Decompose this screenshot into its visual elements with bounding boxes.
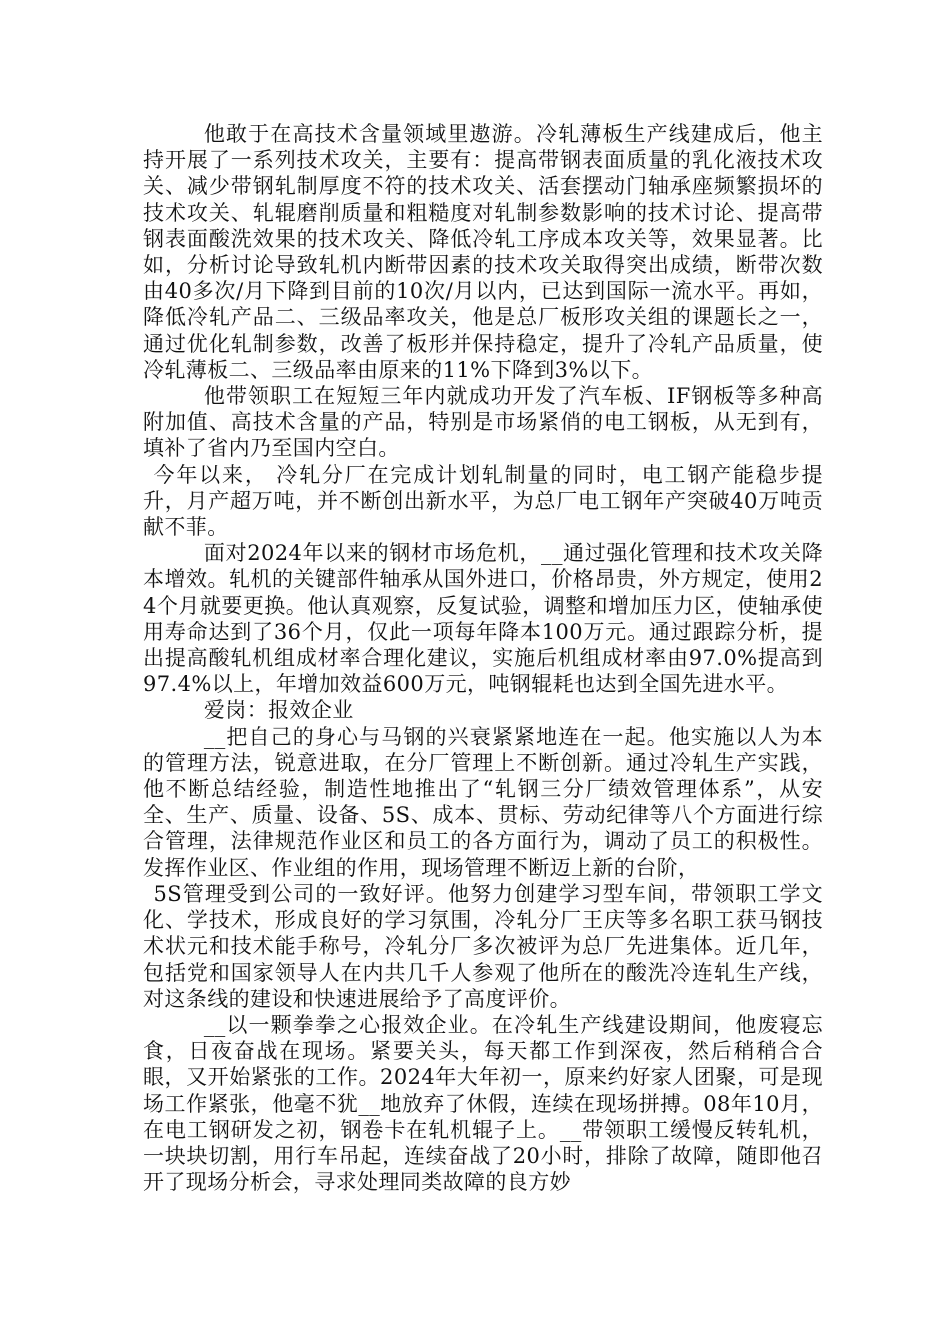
paragraph-management: __把自己的身心与马钢的兴衰紧紧地连在一起。他实施以人为本的管理方法，锐意进取，在分厂管理上不断创新。通过冷轧生产实践，他不断总结经验，制造性地推出了“轧钢三分厂绩效管理体系”，从安全、生产、质量、设备、5S、成本、贯标、劳动纪律等八个方面进行综合管理，法律规范作业区和员工的各方面行为，调动了员工的积极性。发挥作业区、作业组的作用，现场管理不断迈上新的台阶， [143,724,823,880]
paragraph-devotion: __以一颗拳拳之心报效企业。在冷轧生产线建设期间，他废寝忘食，日夜奋战在现场。紧要关头，每天都工作到深夜，然后稍稍合合眼，又开始紧张的工作。2024年大年初一，原来约好家人团聚，可是现场工作紧张，他毫不犹__地放弃了休假，连续在现场拼搏。08年10月，在电工钢研发之初，钢卷卡在轧机辊子上。__带领职工缓慢反转轧机，一块块切割，用行车吊起，连续奋战了20小时，排除了故障，随即他召开了现场分析会，寻求处理同类故障的良方妙 [143,1012,823,1195]
paragraph-5s-management: 5S管理受到公司的一致好评。他努力创建学习型车间，带领职工学文化、学技术，形成良好的学习氛围，冷轧分厂王庆等多名职工获马钢技术状元和技术能手称号，冷轧分厂多次被评为总厂先进集体。近几年，包括党和国家领导人在内共几千人参观了他所在的酸洗冷连轧生产线，对这条线的建设和快速进展给予了高度评价。 [143,881,823,1011]
document-body [143,121,823,1195]
paragraph-cost-reduction: 面对2024年以来的钢材市场危机，__通过强化管理和技术攻关降本增效。轧机的关键部件轴承从国外进口，价格昂贵，外方规定，使用24个月就要更换。他认真观察，反复试验，调整和增加压力区，使轴承使用寿命达到了36个月，仅此一项每年降本100万元。通过跟踪分析，提出提高酸轧机组成材率合理化建议，实施后机组成材率由97.0%提高到97.4%以上，年增加效益600万元，吨钢辊耗也达到全国先进水平。 [143,541,823,697]
paragraph-this-year: 今年以来， 冷轧分厂在完成计划轧制量的同时，电工钢产能稳步提升，月产超万吨，并不断创出新水平，为总厂电工钢年产突破40万吨贡献不菲。 [143,462,823,540]
section-heading-dedication: 爱岗：报效企业 [203,698,354,723]
paragraph-tech-research: 他敢于在高技术含量领域里遨游。冷轧薄板生产线建成后，他主持开展了一系列技术攻关，主要有：提高带钢表面质量的乳化液技术攻关、减少带钢轧制厚度不符的技术攻关、活套摆动门轴承座频繁损坏的技术攻关、轧辊磨削质量和粗糙度对轧制参数影响的技术讨论、提高带钢表面酸洗效果的技术攻关、降低冷轧工序成本攻关等，效果显著。比如，分析讨论导致轧机内断带因素的技术攻关取得突出成绩，断带次数由40多次/月下降到目前的10次/月以内，已达到国际一流水平。再如，降低冷轧产品二、三级品率攻关，他是总厂板形攻关组的课题长之一，通过优化轧制参数，改善了板形并保持稳定，提升了冷轧产品质量，使冷轧薄板二、三级品率由原来的11%下降到3%以下。 [143,122,823,382]
paragraph-product-development: 他带领职工在短短三年内就成功开发了汽车板、IF钢板等多种高附加值、高技术含量的产品，特别是市场紧俏的电工钢板，从无到有，填补了省内乃至国内空白。 [143,384,823,461]
